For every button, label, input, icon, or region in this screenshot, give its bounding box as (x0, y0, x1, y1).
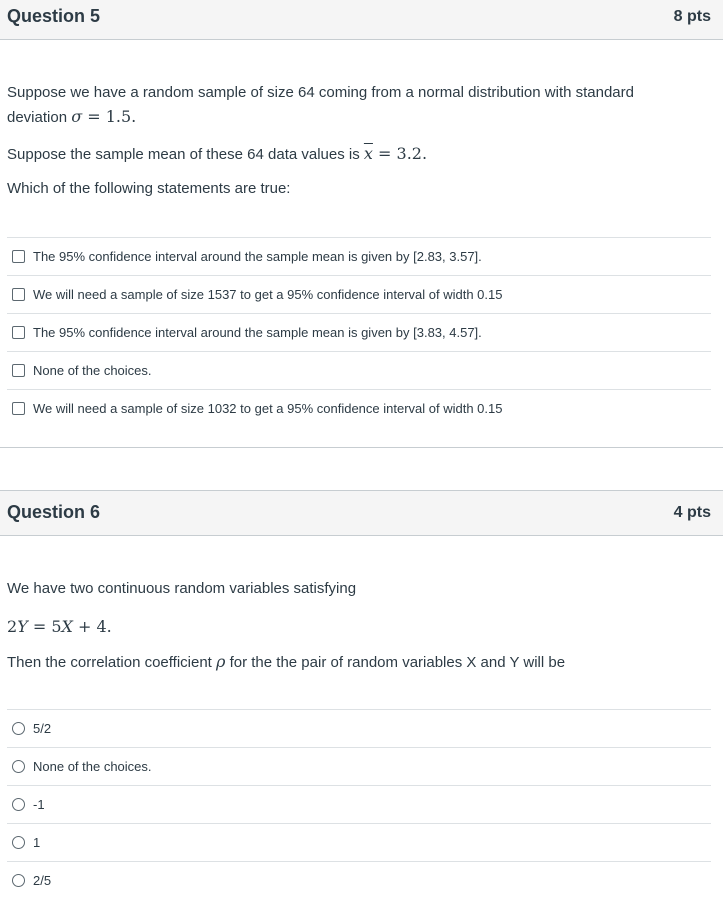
question-6-answer-2[interactable] (7, 747, 711, 785)
answer-label[interactable]: We will need a sample of size 1537 to get a 95% confidence interval of width 0.15 (33, 287, 503, 302)
answer-label[interactable]: None of the choices. (33, 363, 152, 378)
sigma-symbol: σ (71, 107, 83, 126)
equation-equals: = 5 (27, 617, 62, 636)
question-6-text-line3 (7, 652, 565, 671)
question-6-points: 4 pts (673, 504, 711, 521)
answer-radio[interactable] (12, 836, 25, 849)
answer-radio[interactable] (12, 760, 25, 773)
answer-label[interactable]: 2/5 (33, 873, 52, 888)
question-5-answer-1[interactable] (7, 237, 711, 275)
answer-checkbox[interactable] (12, 250, 25, 263)
answer-label[interactable]: None of the choices. (33, 759, 152, 774)
question-5-answer-2[interactable] (7, 275, 711, 313)
question-6-header (0, 490, 723, 536)
question-6-equation (7, 617, 112, 636)
question-5-header (0, 0, 723, 40)
answer-label[interactable]: We will need a sample of size 1032 to get a 95% confidence interval of width 0.15 (33, 401, 503, 416)
xbar-equation (364, 144, 427, 163)
equation-y: Y (17, 617, 28, 636)
sigma-equation (71, 107, 136, 126)
question-5-title: Question 5 (7, 6, 101, 26)
sample-mean-label: Suppose the sample mean of these 64 data values is (7, 146, 360, 163)
answer-label[interactable]: 1 (33, 835, 41, 850)
answer-radio[interactable] (12, 798, 25, 811)
correlation-suffix: for the the pair of random variables X and Y will be (229, 654, 566, 671)
question-6-text-line1: We have two continuous random variables satisfying (7, 580, 357, 597)
xbar-value: = 3.2. (372, 144, 428, 163)
question-5-text-line1: Suppose we have a random sample of size 64 coming from a normal distribution with standard (7, 84, 634, 101)
answer-checkbox[interactable] (12, 288, 25, 301)
answer-checkbox[interactable] (12, 402, 25, 415)
sigma-value: = 1.5. (82, 107, 137, 126)
answer-label[interactable]: The 95% confidence interval around the sample mean is given by [3.83, 4.57]. (33, 325, 482, 340)
question-6-answer-4[interactable] (7, 823, 711, 861)
answer-checkbox[interactable] (12, 326, 25, 339)
question-5-text-line2 (7, 107, 136, 126)
answer-label[interactable]: The 95% confidence interval around the sample mean is given by [2.83, 3.57]. (33, 249, 482, 264)
answer-radio[interactable] (12, 722, 25, 735)
question-5-bottom-divider (0, 447, 723, 448)
answer-label[interactable]: -1 (33, 797, 45, 812)
question-6-title: Question 6 (7, 502, 101, 522)
question-5-text-line3 (7, 144, 427, 163)
equation-tail: + 4. (72, 617, 112, 636)
question-5-answer-4[interactable] (7, 351, 711, 389)
rho-symbol: ρ (216, 652, 226, 671)
answer-radio[interactable] (12, 874, 25, 887)
answer-label[interactable]: 5/2 (33, 721, 52, 736)
question-6-answer-3[interactable] (7, 785, 711, 823)
deviation-label: deviation (7, 109, 68, 126)
equation-lhs-coefficient: 2 (7, 617, 18, 636)
equation-x: X (61, 617, 73, 636)
question-6-answer-5[interactable] (7, 861, 711, 899)
question-5-answer-3[interactable] (7, 313, 711, 351)
question-5-text-line4: Which of the following statements are true: (7, 180, 291, 197)
question-5-answer-5[interactable] (7, 389, 711, 427)
xbar-symbol: $\overline{x}$ (363, 144, 373, 163)
question-6-answer-1[interactable] (7, 709, 711, 747)
question-5-points: 8 pts (673, 8, 711, 25)
answer-checkbox[interactable] (12, 364, 25, 377)
correlation-label: Then the correlation coefficient (7, 654, 212, 671)
